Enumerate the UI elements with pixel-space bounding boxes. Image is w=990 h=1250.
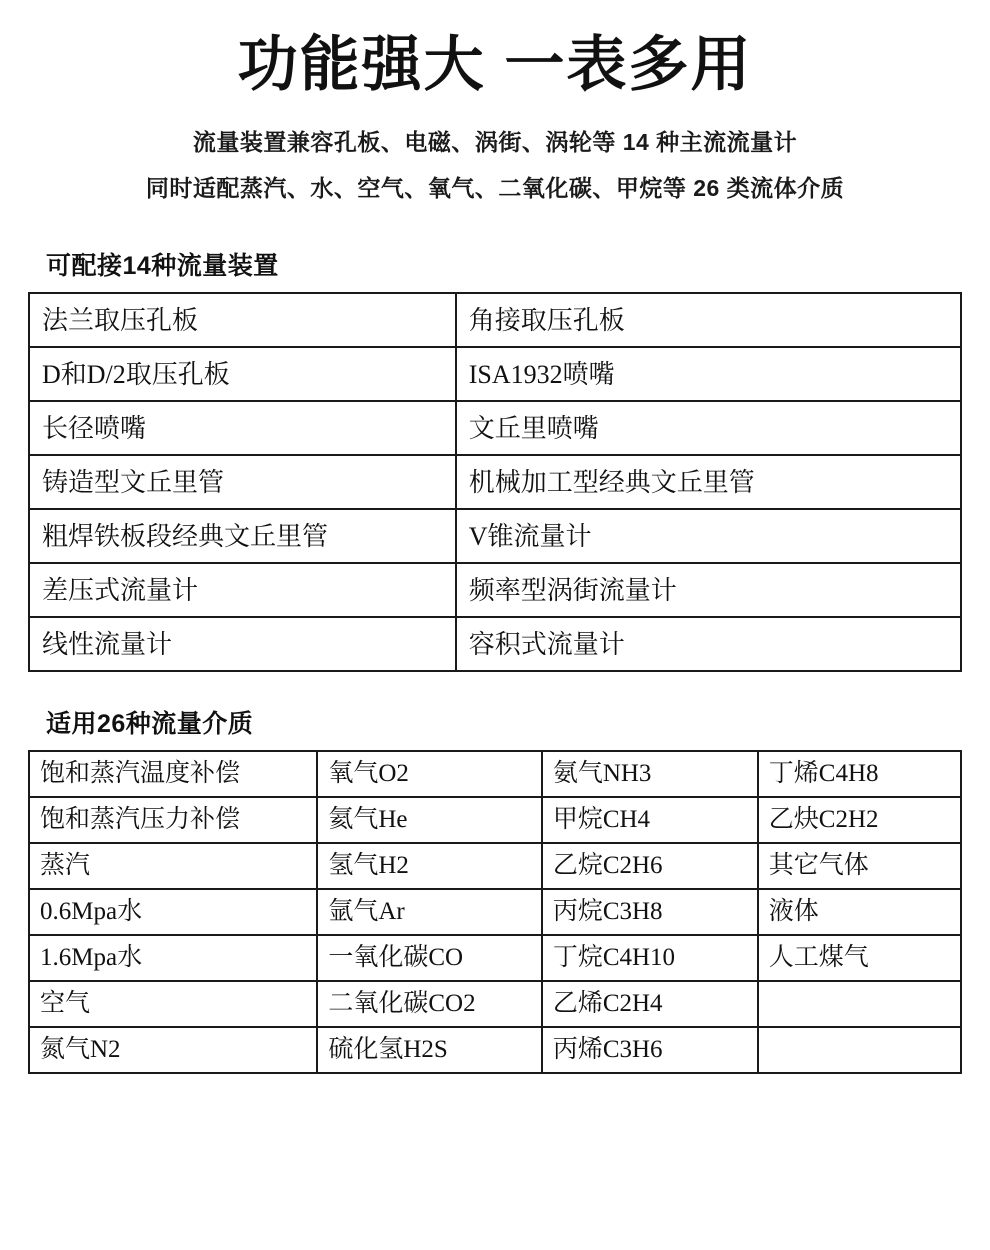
table-cell: 乙烯C2H4 bbox=[542, 981, 758, 1027]
table-row bbox=[29, 843, 961, 889]
table-cell: 粗焊铁板段经典文丘里管 bbox=[29, 509, 456, 563]
subtitle-line-2: 同时适配蒸汽、水、空气、氧气、二氧化碳、甲烷等 26 类流体介质 bbox=[145, 174, 845, 201]
section-media-heading: 适用26种流量介质 bbox=[46, 710, 254, 739]
subtitle-line-1: 流量装置兼容孔板、电磁、涡街、涡轮等 14 种主流流量计 bbox=[192, 129, 798, 155]
product-feature-page bbox=[0, 30, 990, 1250]
table-cell: 丁烯C4H8 bbox=[758, 751, 961, 797]
section-media bbox=[28, 704, 962, 1074]
table-cell: 氧气O2 bbox=[317, 751, 541, 797]
table-row bbox=[29, 1027, 961, 1073]
table-cell: 丙烷C3H8 bbox=[542, 889, 758, 935]
table-row bbox=[29, 797, 961, 843]
table-cell: 铸造型文丘里管 bbox=[29, 455, 456, 509]
table-cell: 乙烷C2H6 bbox=[542, 843, 758, 889]
table-cell: 0.6Mpa水 bbox=[29, 889, 317, 935]
table-cell: 甲烷CH4 bbox=[542, 797, 758, 843]
table-cell: 角接取压孔板 bbox=[456, 293, 961, 347]
table-cell: 长径喷嘴 bbox=[29, 401, 456, 455]
table-cell: D和D/2取压孔板 bbox=[29, 347, 456, 401]
section-devices-heading: 可配接14种流量装置 bbox=[46, 252, 279, 281]
table-cell: 机械加工型经典文丘里管 bbox=[456, 455, 961, 509]
table-cell: 频率型涡街流量计 bbox=[456, 563, 961, 617]
table-cell: 蒸汽 bbox=[29, 843, 317, 889]
table-cell: 人工煤气 bbox=[758, 935, 961, 981]
table-cell bbox=[758, 981, 961, 1027]
table-row bbox=[29, 751, 961, 797]
table-cell: 空气 bbox=[29, 981, 317, 1027]
table-cell: 氦气He bbox=[317, 797, 541, 843]
table-cell: 氨气NH3 bbox=[542, 751, 758, 797]
table-cell: 饱和蒸汽温度补偿 bbox=[29, 751, 317, 797]
table-row bbox=[29, 981, 961, 1027]
table-row bbox=[29, 617, 961, 671]
table-cell: 氢气H2 bbox=[317, 843, 541, 889]
table-cell: 其它气体 bbox=[758, 843, 961, 889]
table-cell: 一氧化碳CO bbox=[317, 935, 541, 981]
table-cell: 容积式流量计 bbox=[456, 617, 961, 671]
table-cell: 1.6Mpa水 bbox=[29, 935, 317, 981]
table-cell: 氩气Ar bbox=[317, 889, 541, 935]
table-cell: 液体 bbox=[758, 889, 961, 935]
table-row bbox=[29, 509, 961, 563]
table-row bbox=[29, 563, 961, 617]
table-cell: 硫化氢H2S bbox=[317, 1027, 541, 1073]
table-cell: 差压式流量计 bbox=[29, 563, 456, 617]
page-title: 功能强大 一表多用 bbox=[237, 31, 753, 98]
table-cell: ISA1932喷嘴 bbox=[456, 347, 961, 401]
table-cell: 丁烷C4H10 bbox=[542, 935, 758, 981]
table-cell: 饱和蒸汽压力补偿 bbox=[29, 797, 317, 843]
section-devices bbox=[28, 246, 962, 672]
table-cell: 线性流量计 bbox=[29, 617, 456, 671]
table-row bbox=[29, 455, 961, 509]
table-cell bbox=[758, 1027, 961, 1073]
table-cell: 氮气N2 bbox=[29, 1027, 317, 1073]
table-cell: 乙炔C2H2 bbox=[758, 797, 961, 843]
table-row bbox=[29, 889, 961, 935]
table-row bbox=[29, 293, 961, 347]
table-cell: V锥流量计 bbox=[456, 509, 961, 563]
devices-table bbox=[28, 292, 962, 672]
table-cell: 文丘里喷嘴 bbox=[456, 401, 961, 455]
table-row bbox=[29, 347, 961, 401]
subtitle-block bbox=[28, 129, 962, 202]
table-row bbox=[29, 935, 961, 981]
table-cell: 丙烯C3H6 bbox=[542, 1027, 758, 1073]
media-table bbox=[28, 750, 962, 1074]
table-row bbox=[29, 401, 961, 455]
table-cell: 法兰取压孔板 bbox=[29, 293, 456, 347]
table-cell: 二氧化碳CO2 bbox=[317, 981, 541, 1027]
